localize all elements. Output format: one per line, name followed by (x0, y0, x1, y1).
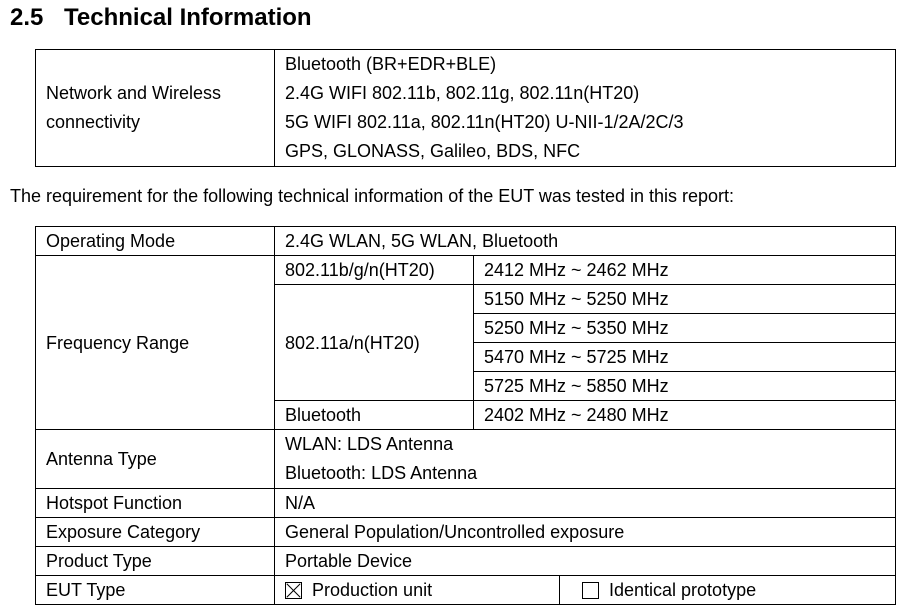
production-unit-option (275, 576, 560, 604)
checkbox-unchecked-icon (582, 582, 599, 599)
identical-prototype-option (560, 576, 756, 604)
antenna-type-item: Bluetooth: LDS Antenna (285, 463, 478, 483)
connectivity-item: Bluetooth (BR+EDR+BLE) (285, 54, 497, 74)
frequency-range-cell: 5250 MHz ~ 5350 MHz (474, 314, 896, 343)
product-type-label: Product Type (36, 547, 275, 576)
table-row (36, 227, 896, 256)
table-row (36, 489, 896, 518)
hotspot-function-value: N/A (275, 489, 896, 518)
hotspot-function-label: Hotspot Function (36, 489, 275, 518)
identical-prototype-label: Identical prototype (609, 580, 757, 600)
operating-mode-label: Operating Mode (36, 227, 275, 256)
frequency-range-cell: 5470 MHz ~ 5725 MHz (474, 343, 896, 372)
connectivity-table (35, 49, 896, 167)
section-title: Technical Information (64, 4, 312, 31)
table-row (36, 518, 896, 547)
connectivity-item: GPS, GLONASS, Galileo, BDS, NFC (285, 141, 581, 161)
table-row (36, 430, 896, 489)
connectivity-label-cell (36, 50, 275, 167)
table-row (36, 547, 896, 576)
product-type-value: Portable Device (275, 547, 896, 576)
eut-type-label: EUT Type (36, 576, 275, 605)
checkbox-checked-icon (285, 582, 302, 599)
connectivity-item: 2.4G WIFI 802.11b, 802.11g, 802.11n(HT20) (285, 83, 640, 103)
table-row (36, 576, 896, 605)
antenna-type-item: WLAN: LDS Antenna (285, 434, 454, 454)
section-number: 2.5 (10, 4, 44, 31)
connectivity-row (36, 50, 896, 167)
frequency-range-cell: 2412 MHz ~ 2462 MHz (474, 256, 896, 285)
frequency-mode-cell: 802.11a/n(HT20) (275, 285, 474, 401)
operating-mode-value: 2.4G WLAN, 5G WLAN, Bluetooth (275, 227, 896, 256)
exposure-category-label: Exposure Category (36, 518, 275, 547)
table-row (36, 256, 896, 285)
antenna-type-label: Antenna Type (36, 430, 275, 489)
frequency-range-label: Frequency Range (36, 256, 275, 430)
frequency-range-cell: 2402 MHz ~ 2480 MHz (474, 401, 896, 430)
connectivity-label-line1: Network and Wireless (46, 83, 222, 103)
frequency-range-cell: 5150 MHz ~ 5250 MHz (474, 285, 896, 314)
eut-type-options (275, 576, 896, 605)
technical-spec-table (35, 226, 896, 605)
connectivity-item: 5G WIFI 802.11a, 802.11n(HT20) U-NII-1/2A/2C/3 (285, 112, 684, 132)
exposure-category-value: General Population/Uncontrolled exposure (275, 518, 896, 547)
frequency-mode-cell: Bluetooth (275, 401, 474, 430)
intro-text: The requirement for the following technical information of the EUT was tested in this report: (10, 186, 735, 206)
connectivity-value-cell (275, 50, 896, 167)
frequency-range-cell: 5725 MHz ~ 5850 MHz (474, 372, 896, 401)
frequency-mode-cell: 802.11b/g/n(HT20) (275, 256, 474, 285)
connectivity-label-line2: connectivity (46, 112, 141, 132)
antenna-type-value (275, 430, 896, 489)
section-heading (10, 4, 312, 32)
production-unit-label: Production unit (312, 580, 433, 600)
